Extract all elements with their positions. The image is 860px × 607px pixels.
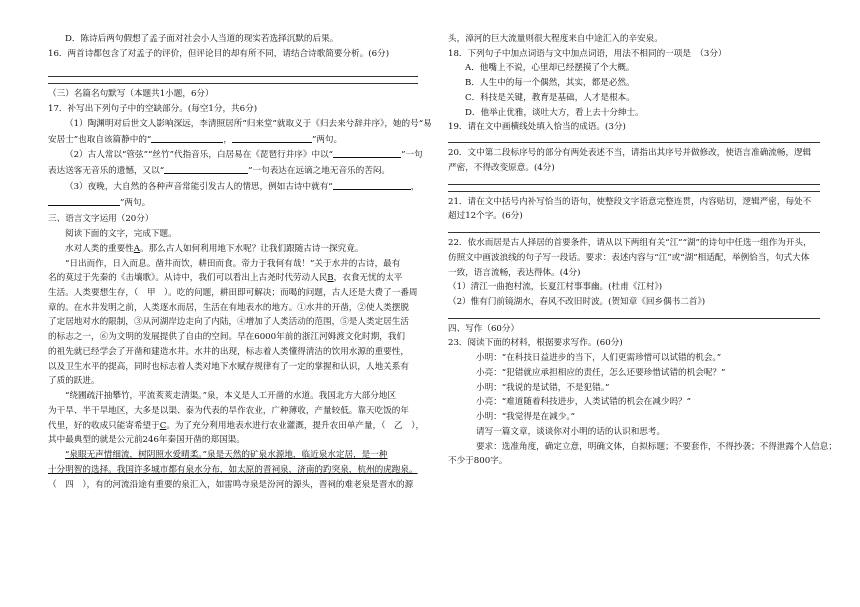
passage-text: 生活。人类要想生存，（ 甲 ）。吃的问题，耕田即可解决；而喝的问题，古人还是大费了一番周 <box>48 288 418 299</box>
passage-line <box>48 303 418 314</box>
passage-line <box>48 259 418 270</box>
passage-line <box>48 376 418 387</box>
fill-blank[interactable] <box>333 181 411 190</box>
question-23: 23．阅读下面的材料，根据要求写作。(60分) <box>448 338 623 349</box>
passage-text: ，衣食无忧的太平 <box>333 273 403 284</box>
fill-blank[interactable] <box>232 134 312 143</box>
q17-item-3-cont <box>48 197 418 209</box>
passage-text: 了定居地对水的限制，③从河湖岸边走向了内陆，④增加了人类活动的范围，⑤是人类定居生活 <box>48 317 409 328</box>
passage-line <box>48 480 418 491</box>
passage-line <box>48 450 418 461</box>
q17-text: ”一句表达在远谪之地无音乐的苦闷。 <box>248 166 391 177</box>
passage-text: 名的莫过于先秦的《击壤歌》。从诗中，我们可以看出上古尧时代劳动人民 <box>48 273 328 284</box>
question-21-cont: 超过12个字。(6分) <box>448 211 523 222</box>
passage-line <box>48 244 418 255</box>
passage-line <box>48 420 425 432</box>
q15-option-d: D．陈诗后两句假想了孟子面对社会小人当道的现实若选择沉默的后果。 <box>65 34 339 44</box>
fill-blank[interactable] <box>333 149 401 158</box>
passage-text: 的标志之一，⑥为文明的发展提供了自由的空间。早在6000年前的浙江河姆渡文化时期，我们 <box>48 332 406 343</box>
dialog-line: 小亮：“难道随着科技进步，人类试错的机会在减少吗？” <box>476 397 692 408</box>
left-column <box>48 34 432 494</box>
passage-line <box>48 406 418 417</box>
question-20: 20．文中第二段标序号的部分有两处表述不当，请指出其序号并做修改，使语言准确流畅，逻辑 <box>448 148 812 159</box>
question-21: 21．请在文中括号内补写恰当的语句，使整段文字语意完整连贯，内容贴切，逻辑严密，每处不 <box>448 196 812 207</box>
passage-text: 为干旱、半干旱地区，大多是以渠、泰为代表的旱作农业，广种薄收，产量较低。靠天吃饭的年 <box>48 405 409 416</box>
passage-text: 章的。在水井发明之前，人类逐水而居，生活在有地表水的地方。①水井的开凿，②使人类摆脱 <box>48 302 409 313</box>
q17-item-1-cont <box>48 134 418 146</box>
answer-line <box>48 76 418 77</box>
q17-item-2 <box>48 149 423 161</box>
reading-instruction: 阅读下面的文字，完成下题。 <box>65 229 177 240</box>
answer-line <box>448 232 820 233</box>
question-19: 19．请在文中画横线处填入恰当的成语。(3分) <box>448 122 626 133</box>
answer-line <box>448 184 820 185</box>
answer-line <box>448 191 820 192</box>
fill-blank[interactable] <box>151 134 223 143</box>
passage-text: “绕圃疏汗抽攀竹，平流荄荄走清渠。”泉，本义是人工开凿的水道。我国北方大部分地区 <box>65 391 397 402</box>
q17-item-3 <box>48 181 418 193</box>
question-17: 17．补写出下列句子中的空缺部分。(每空1分，共6分) <box>48 104 258 115</box>
q17-text: ”一句 <box>401 150 423 161</box>
q17-text: ”两句。 <box>120 197 151 208</box>
question-16: 16．两首诗都包含了对孟子的评价，但评论目的却有所不同，请结合诗歌简要分析。(6分) <box>48 48 390 59</box>
section-3-title: （三）名篇名句默写（本题共1小题，6分） <box>48 89 214 100</box>
dialog-line: 小明：“我觉得是在减少。” <box>476 412 576 423</box>
writing-requirements-cont: 不少于800字。 <box>448 456 508 467</box>
passage-line <box>48 332 418 343</box>
question-22: 22．依水而居是古人择居的首要条件，请从以下两组有关“江”“湖”的诗句中任选一组作为开头， <box>448 238 812 249</box>
passage-line <box>48 465 418 476</box>
q17-item-1: （1）陶渊明对后世文人影响深远，李清照居所“归来堂”就取义于《归去来兮辞并序》，她的号“易 <box>65 118 432 129</box>
passage-text: 。为了充分利用地表水进行农业灌溉，提升农田单产量，（ 乙 ）， <box>166 420 425 431</box>
q18-option-a: A．他嘴上不说，心里却已经摆摸了个大概。 <box>465 63 635 74</box>
dialog-line: 小亮：“犯错就应承担相应的责任，怎么还要珍惜试错的机会呢？” <box>476 367 726 378</box>
writing-requirements: 要求：选准角度，确定立意，明确文体，自拟标题；不要套作，不得抄袭；不得泄露个人信息； <box>476 441 837 452</box>
passage-continuation: 头，漳河的巨大流量则很大程度来自中途汇入的辛安泉。 <box>448 34 663 44</box>
passage-text: “日出而作，日入而息。凿井而饮，耕田而食。帝力于我何有哉！”关于水井的古诗，最有 <box>65 258 401 269</box>
right-column <box>448 34 837 467</box>
passage-text: 以及卫生水平的提高，同时也标志着人类对地下水赋存规律有了一定的掌握和认识，人地关系有 <box>48 361 409 372</box>
fill-blank[interactable] <box>164 165 248 174</box>
answer-line <box>48 83 418 84</box>
passage-line <box>48 362 418 373</box>
underlined-text: B <box>327 273 334 284</box>
q17-text: 表达送客无音乐的遗憾，又以“ <box>48 166 165 177</box>
q22-option-1: （1）清江一曲抱村流，长夏江村事事幽。(杜甫《江村》) <box>448 282 663 293</box>
writing-task: 请写一篇文章，谈谈你对小明的话的认识和思考。 <box>476 426 666 437</box>
q18-option-c: C．科技是关键，教育是基础，人才是根本。 <box>465 92 635 103</box>
q17-item-2-cont <box>48 165 418 177</box>
passage-text: 。那么古人如何利用地下水呢？让我们跟随古诗一探究竟。 <box>139 243 364 254</box>
q18-option-b: B．人生中的每一个偶然，其实，都是必然。 <box>465 78 635 89</box>
q18-option-d: D．他举止优雅，谈吐大方，看上去十分绅士。 <box>465 107 644 118</box>
q17-text: （3）夜晚，大自然的各种声音常能引发古人的情思，例如古诗中就有“ <box>65 181 333 192</box>
passage-line <box>48 317 418 328</box>
passage-text: 其中最典型的就是公元前246年秦国开凿的郑国渠。 <box>48 435 245 446</box>
question-18: 18．下列句子中加点词语与文中加点词语，用法不相同的一项是 （3分） <box>448 48 727 59</box>
answer-line <box>448 318 820 319</box>
underlined-text: “泉眼无声惜细流，树阴照水爱晴柔。”泉是天然的矿泉水源地，临近泉水定居，是一种 <box>65 450 388 461</box>
passage-text: （ 四 ），有的河流沿途有重要的泉汇入，如雷鸣寺泉是汾河的源头，晋祠的难老泉是晋水的源 <box>48 479 414 490</box>
passage-text: 了质的跃进。 <box>48 376 100 387</box>
underlined-text: C <box>159 420 167 431</box>
passage-line <box>48 273 418 284</box>
q17-text: ， <box>223 134 232 145</box>
passage-line <box>48 288 418 299</box>
answer-line <box>448 142 820 143</box>
question-22-cont: 仿照文中画波浪线的句子写一段话。要求：表述内容与“江”或“湖”相适配，举例恰当，句式大体 <box>448 252 810 263</box>
q17-text: ， <box>410 181 420 192</box>
fill-blank[interactable] <box>48 197 120 206</box>
passage-line <box>48 347 418 358</box>
part-3-title: 三、语言文字运用（20分） <box>48 214 154 225</box>
passage-text: 代里，好的收成只能寄希望于 <box>48 420 160 431</box>
underlined-text: A <box>133 243 140 254</box>
passage-line <box>48 435 418 446</box>
q22-option-2: （2）惟有门前镜湖水，春风不改旧时波。(贺知章《回乡偶书二首》) <box>448 297 706 308</box>
question-22-cont: 一致，语言流畅，表达得体。(4分) <box>448 267 581 278</box>
q17-text: ”两句。 <box>311 134 343 145</box>
question-20-cont: 严密，不得改变原意。(4分) <box>448 162 555 173</box>
passage-line <box>48 391 418 402</box>
part-4-title: 四、写作（60分） <box>448 323 520 334</box>
dialog-line: 小明：“我说的是试错，不是犯错。” <box>476 382 610 393</box>
underlined-text: 十分明智的选择。我国许多城市都有泉水分布，如太原的晋祠泉，济南的趵突泉，杭州的虎跑泉。 <box>48 464 418 475</box>
q17-text: 安居士”也取自该篇静中的“ <box>48 134 152 145</box>
passage-text: 的祖先就已经学会了开凿和建造水井。水井的出现，标志着人类懂得清洁的饮用水源的重要性， <box>48 346 409 357</box>
q17-text: （2）古人常以“管弦”“丝竹”代指音乐，白居易在《琵琶行并序》中以“ <box>65 150 334 161</box>
reading-passage <box>48 243 425 490</box>
passage-text: 水对人类的重要性 <box>65 243 134 254</box>
dialog-line: 小明：“在科技日益进步的当下，人们更需珍惜可以试错的机会。” <box>476 353 722 364</box>
